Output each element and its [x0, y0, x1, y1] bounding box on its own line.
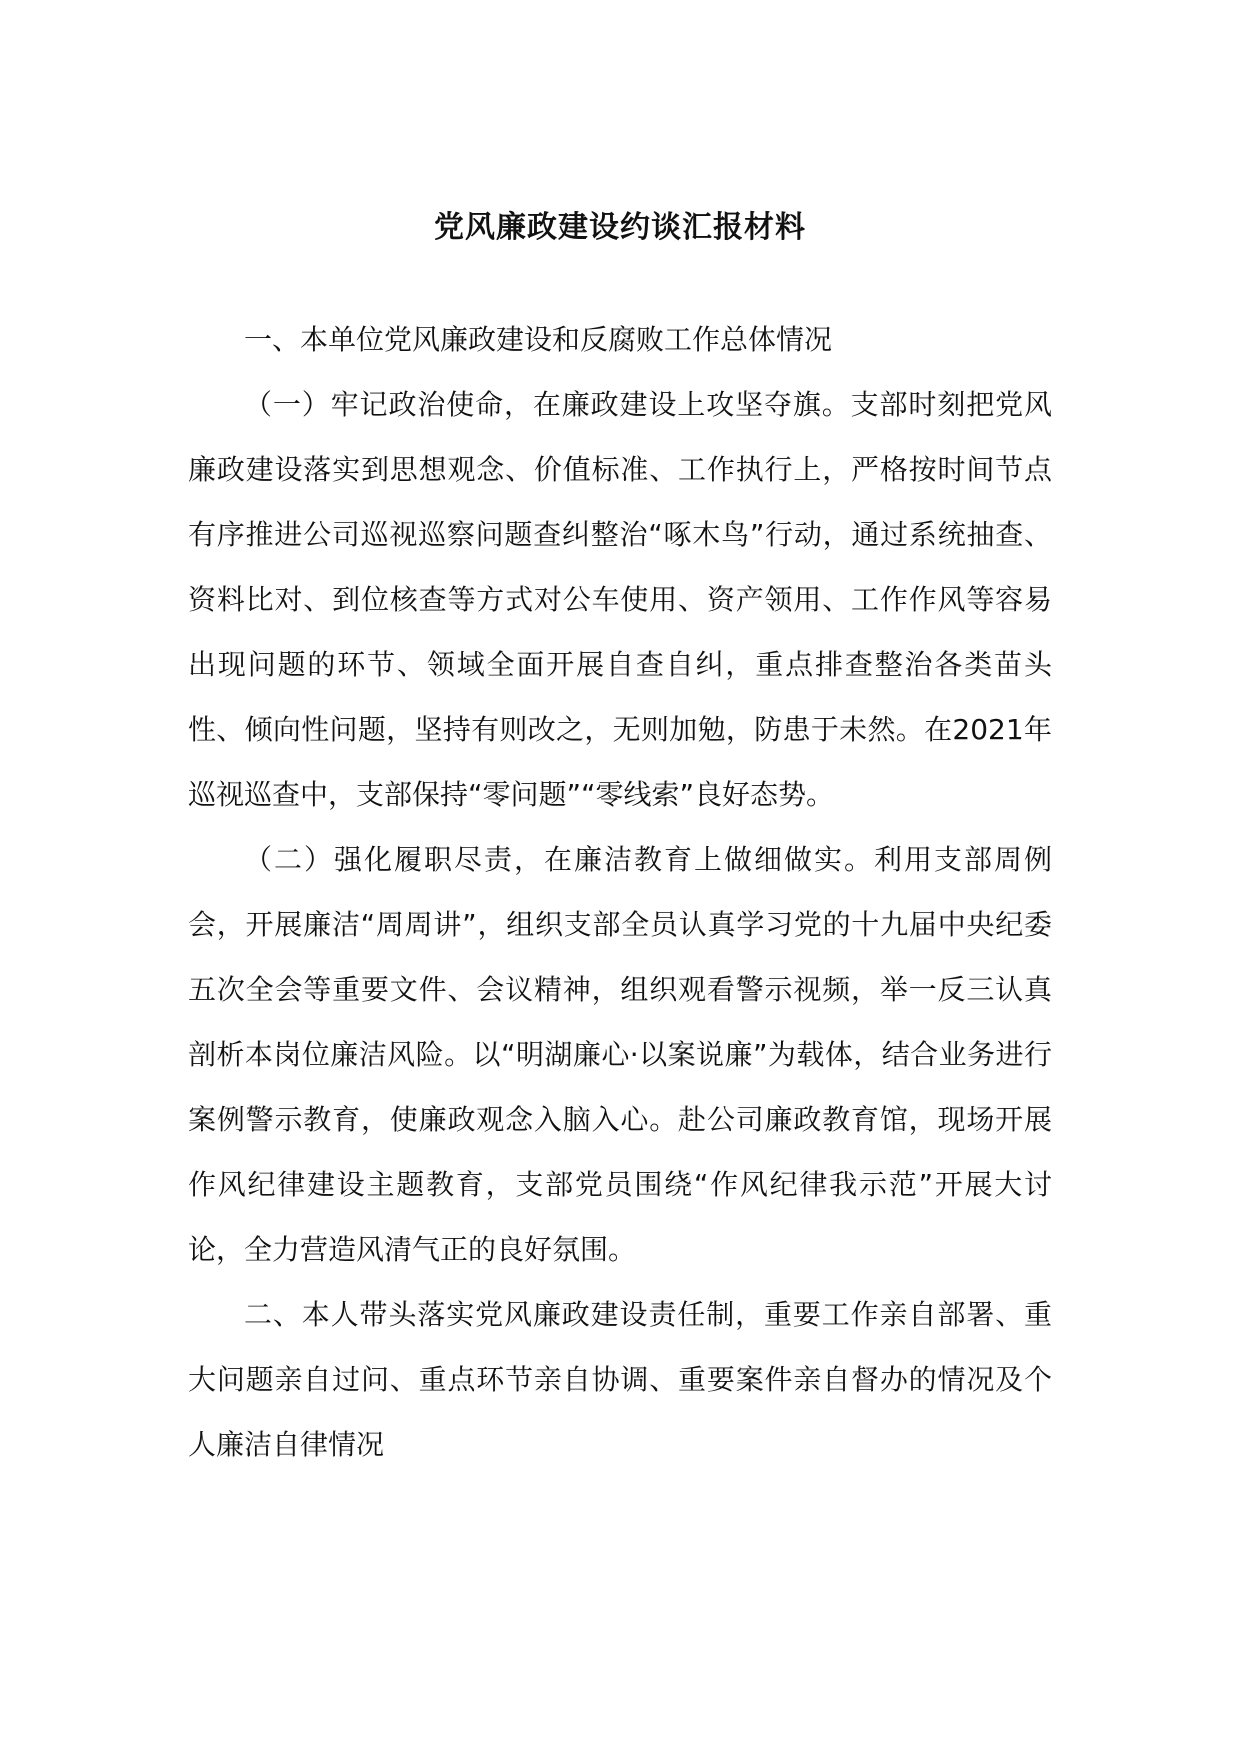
paragraph-2: （二）强化履职尽责，在廉洁教育上做细做实。利用支部周例会，开展廉洁“周周讲”，组织支部全员认真学习党的十九届中央纪委五次全会等重要文件、会议精神，组织观看警示视频，举一反三认真剖析本岗位廉洁风险。以“明湖廉心·以案说廉”为载体，结合业务进行案例警示教育，使廉政观念入脑入心。赴公司廉政教育馆，现场开展作风纪律建设主题教育，支部党员围绕“作风纪律我示范”开展大讨论，全力营造风清气正的良好氛围。	[188, 843, 1052, 1266]
paragraph-1: （一）牢记政治使命，在廉政建设上攻坚夺旗。支部时刻把党风廉政建设落实到思想观念、价值标准、工作执行上，严格按时间节点有序推进公司巡视巡察问题查纠整治“啄木鸟”行动，通过系统抽查、资料比对、到位核查等方式对公车使用、资产领用、工作作风等容易出现问题的环节、领域全面开展自查自纠，重点排查整治各类苗头性、倾向性问题，坚持有则改之，无则加勉，防患于未然。在2021年巡视巡查中，支部保持“零问题”“零线索”良好态势。	[188, 388, 1052, 811]
section-heading-1: 一、本单位党风廉政建设和反腐败工作总体情况	[244, 323, 833, 356]
section-heading-2: 二、本人带头落实党风廉政建设责任制，重要工作亲自部署、重大问题亲自过问、重点环节亲自协调、重要案件亲自督办的情况及个人廉洁自律情况	[188, 1298, 1052, 1461]
document-title: 党风廉政建设约谈汇报材料	[434, 210, 806, 245]
document-body	[188, 307, 1052, 1477]
